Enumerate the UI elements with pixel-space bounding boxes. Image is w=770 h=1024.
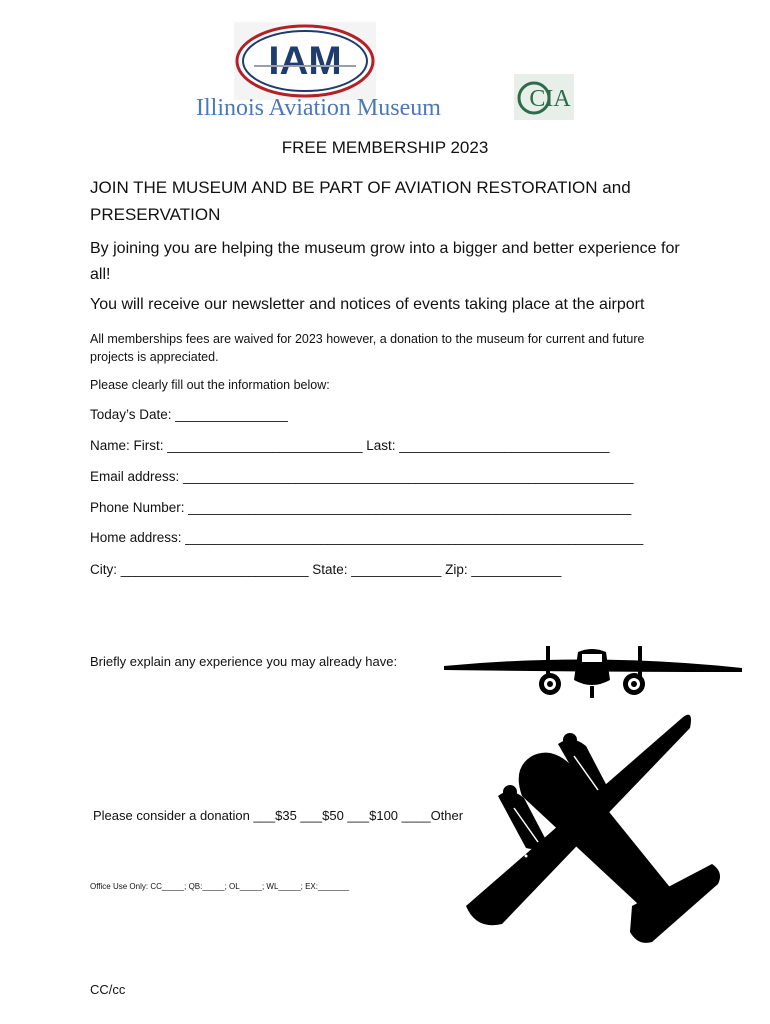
fee-note: All memberships fees are waived for 2023 however, a donation to the museum for current and future projects is appreciated. <box>90 332 645 364</box>
footer-initials: CC/cc <box>90 982 126 997</box>
iam-logo <box>234 22 376 100</box>
office-use-line: Office Use Only: CC_____; QB:_____; OL_____; WL_____; EX:_______ <box>90 882 350 891</box>
headline: JOIN THE MUSEUM AND BE PART OF AVIATION RESTORATION and PRESERVATION <box>90 178 631 224</box>
city-state-zip-field[interactable]: City: _________________________ State: ____________ Zip: ____________ <box>90 562 562 577</box>
home-address-field[interactable]: Home address: _____________________________________________________________ <box>90 530 644 545</box>
intro-paragraph: By joining you are helping the museum grow into a bigger and better experience for all! <box>90 240 680 283</box>
email-field[interactable]: Email address: ____________________________________________________________ <box>90 469 634 484</box>
airplane-top-icon <box>462 706 734 951</box>
instructions: Please clearly fill out the information below: <box>90 378 330 392</box>
iam-logo-text: IAM <box>268 39 342 83</box>
phone-field[interactable]: Phone Number: ___________________________________________________________ <box>90 500 632 515</box>
cia-logo-text: CIA <box>529 86 571 112</box>
cia-logo <box>514 74 574 120</box>
airplane-front-icon <box>442 642 744 707</box>
newsletter-paragraph: You will receive our newsletter and notices of events taking place at the airport <box>90 296 645 313</box>
date-field[interactable]: Today’s Date: _______________ <box>90 407 288 422</box>
donation-line[interactable]: Please consider a donation ___$35 ___$50 ___$100 ____Other <box>93 808 464 823</box>
museum-name: Illinois Aviation Museum <box>196 95 441 121</box>
page-title: FREE MEMBERSHIP 2023 <box>281 138 489 157</box>
experience-prompt: Briefly explain any experience you may already have: <box>90 654 398 669</box>
name-field[interactable]: Name: First: __________________________ Last: ____________________________ <box>90 438 610 453</box>
